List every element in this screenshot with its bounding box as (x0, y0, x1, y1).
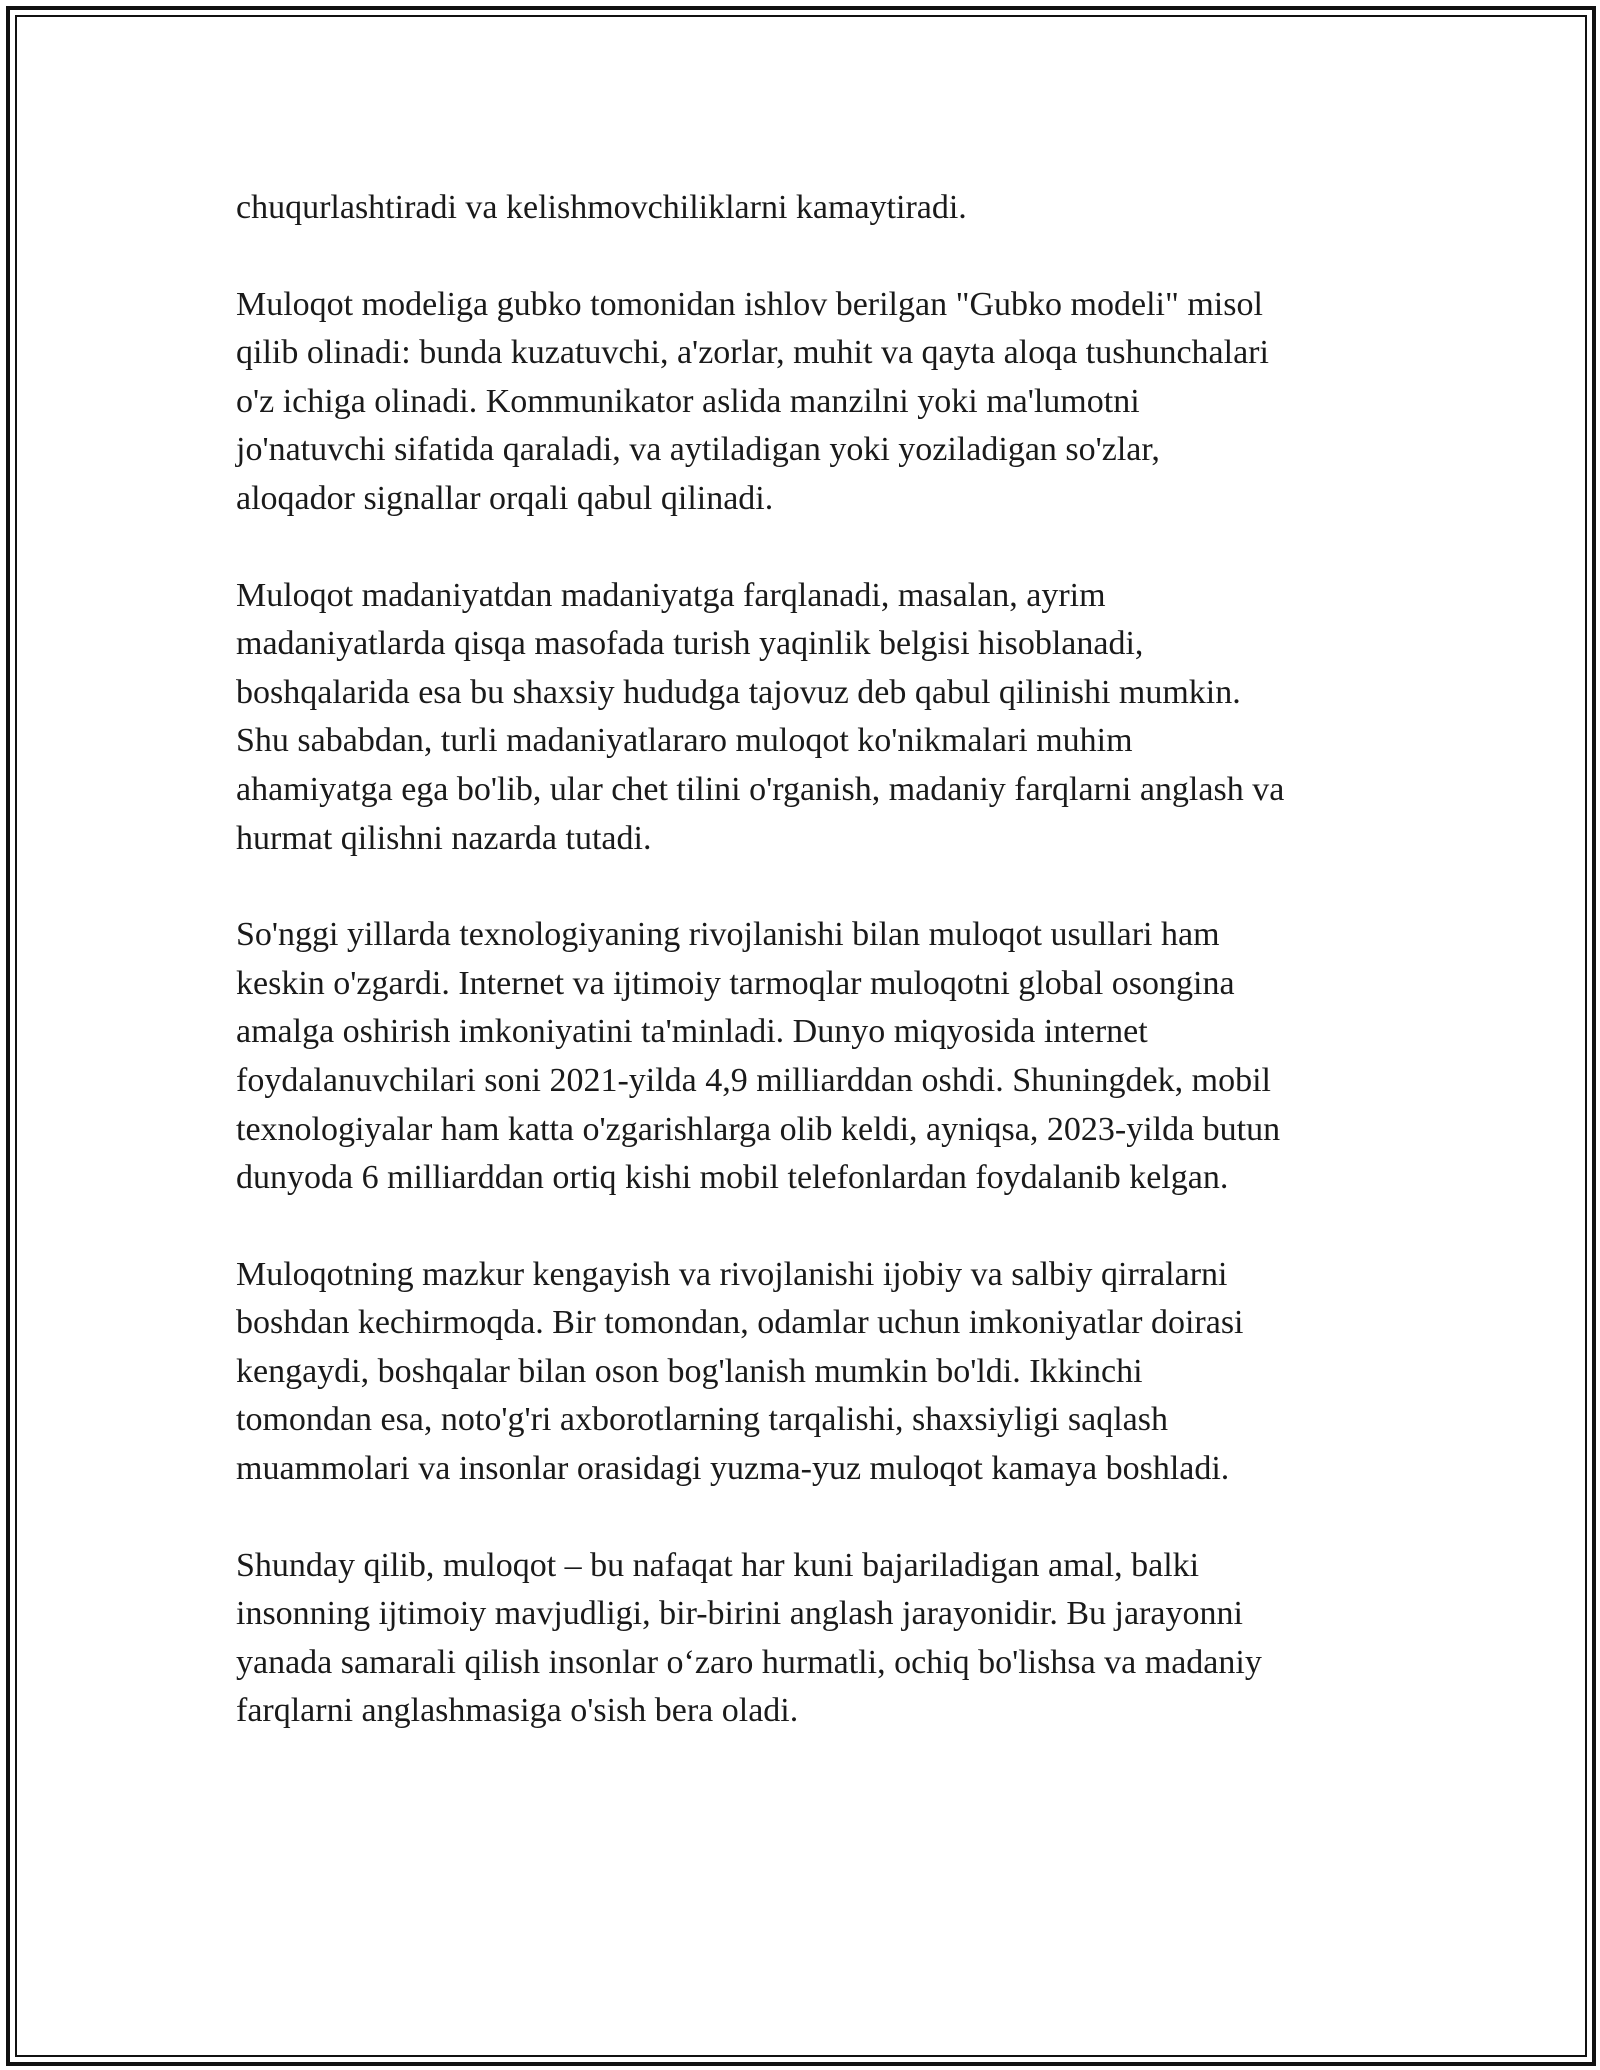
text-line: chuqurlashtiradi va kelishmovchiliklarni kamaytiradi. (236, 189, 967, 226)
text-line: tomondan esa, noto'g'ri axborotlarning tarqalishi, shaxsiyligi saqlash (236, 1401, 1168, 1439)
paragraph-5 (236, 1251, 1386, 1494)
text-line: dunyoda 6 milliarddan ortiq kishi mobil telefonlardan foydalanib kelgan. (236, 1159, 1229, 1197)
text-line: aloqador signallar orqali qabul qilinadi. (236, 479, 774, 517)
text-line: madaniyatlarda qisqa masofada turish yaqinlik belgisi hisoblanadi, (236, 625, 1144, 663)
paragraph-6 (236, 1542, 1386, 1736)
text-line: Shunday qilib, muloqot – bu nafaqat har kuni bajariladigan amal, balki (236, 1546, 1200, 1584)
text-line: jo'natuvchi sifatida qaraladi, va aytiladigan yoki yoziladigan so'zlar, (236, 431, 1160, 469)
document-body (236, 184, 1386, 1784)
paragraph-2 (236, 281, 1386, 524)
text-line: ahamiyatga ega bo'lib, ular chet tilini o'rganish, madaniy farqlarni anglash va (236, 770, 1285, 808)
text-line: Muloqot madaniyatdan madaniyatga farqlanadi, masalan, ayrim (236, 576, 1106, 614)
text-line: insonning ijtimoiy mavjudligi, bir-birini anglash jarayonidir. Bu jarayonni (236, 1595, 1243, 1633)
text-line: farqlarni anglashmasiga o'sish bera oladi. (236, 1692, 799, 1730)
paragraph-1 (236, 184, 1386, 233)
text-line: muammolari va insonlar orasidagi yuzma-yuz muloqot kamaya boshladi. (236, 1450, 1230, 1488)
text-line: amalga oshirish imkoniyatini ta'minladi. Dunyo miqyosida internet (236, 1013, 1148, 1051)
text-line: Shu sababdan, turli madaniyatlararo muloqot ko'nikmalari muhim (236, 722, 1133, 760)
text-line: yanada samarali qilish insonlar o‘zaro hurmatli, ochiq bo'lishsa va madaniy (236, 1643, 1262, 1681)
text-line: qilib olinadi: bunda kuzatuvchi, a'zorlar, muhit va qayta aloqa tushunchalari (236, 334, 1269, 372)
text-line: foydalanuvchilari soni 2021-yilda 4,9 milliarddan oshdi. Shuningdek, mobil (236, 1061, 1271, 1099)
text-line: boshdan kechirmoqda. Bir tomondan, odamlar uchun imkoniyatlar doirasi (236, 1304, 1244, 1342)
text-line: keskin o'zgardi. Internet va ijtimoiy tarmoqlar muloqotni global osongina (236, 964, 1235, 1002)
text-line: boshqalarida esa bu shaxsiy hududga tajovuz deb qabul qilinishi mumkin. (236, 673, 1241, 711)
text-line: hurmat qilishni nazarda tutadi. (236, 819, 652, 857)
text-line: o'z ichiga olinadi. Kommunikator aslida manzilni yoki ma'lumotni (236, 382, 1140, 420)
text-line: texnologiyalar ham katta o'zgarishlarga olib keldi, ayniqsa, 2023-yilda butun (236, 1110, 1281, 1148)
paragraph-3 (236, 572, 1386, 864)
text-line: Muloqotning mazkur kengayish va rivojlanishi ijobiy va salbiy qirralarni (236, 1255, 1228, 1293)
text-line: kengaydi, boshqalar bilan oson bog'lanish mumkin bo'ldi. Ikkinchi (236, 1352, 1143, 1390)
text-line: So'nggi yillarda texnologiyaning rivojlanishi bilan muloqot usullari ham (236, 916, 1220, 954)
paragraph-4 (236, 911, 1386, 1203)
text-line: Muloqot modeliga gubko tomonidan ishlov berilgan "Gubko modeli" misol (236, 285, 1263, 323)
